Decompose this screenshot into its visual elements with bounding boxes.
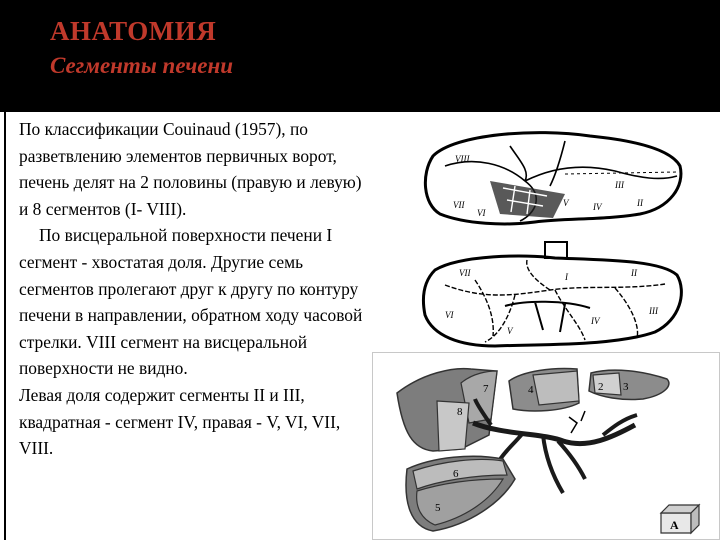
segment-label-3: 3 [623,381,629,393]
liver-diagram-visceral [415,240,690,352]
segment-label-5: 5 [435,502,441,514]
paragraph-visceral: По висцеральной поверхности печени I сегмент - хвостатая доля. Другие семь сегментов пролегают друг к другу по контуру печени в направлении, обратном ходу часовой стрелки. VIII сегмент на висцеральной поверхности не видно. [19,225,363,379]
top-label-viii: VIII [455,154,470,164]
slide-title: АНАТОМИЯ [50,16,217,46]
paragraph-lobes: Левая доля содержит сегменты II и III, квадратная - сегмент IV, правая - V, VI, VII, VIII. [19,384,341,459]
segment-label-8: 8 [457,406,463,418]
top-label-iv: IV [593,202,602,212]
mid-label-iii: III [649,306,658,316]
segment-label-2: 2 [598,381,604,393]
mid-label-vii: VII [459,268,471,278]
liver-diagram-diaphragmatic [415,126,690,228]
top-label-iii: III [615,180,624,190]
slide-header [0,0,720,112]
top-label-v: V [563,198,569,208]
mid-label-i: I [565,272,568,282]
mid-label-iv: IV [591,316,600,326]
corner-label: A [670,518,679,532]
top-label-vii: VII [453,200,465,210]
liver-diagram-segments-3d [372,352,720,540]
paragraph-classification: По классификации Couinaud (1957), по разветвлению элементов первичных ворот, печень делят на 2 половины (правую и левую) и 8 сегментов (I- VIII). [19,119,362,219]
mid-label-vi: VI [445,310,454,320]
top-label-vi: VI [477,208,486,218]
top-label-ii: II [637,198,643,208]
segment-label-7: 7 [483,383,489,395]
mid-label-ii: II [631,268,637,278]
segment-label-4: 4 [528,384,534,396]
segment-label-6: 6 [453,468,459,480]
left-frame-line [4,112,6,540]
slide-subtitle: Сегменты печени [50,53,234,78]
body-text [19,116,371,462]
mid-label-v: V [507,326,513,336]
